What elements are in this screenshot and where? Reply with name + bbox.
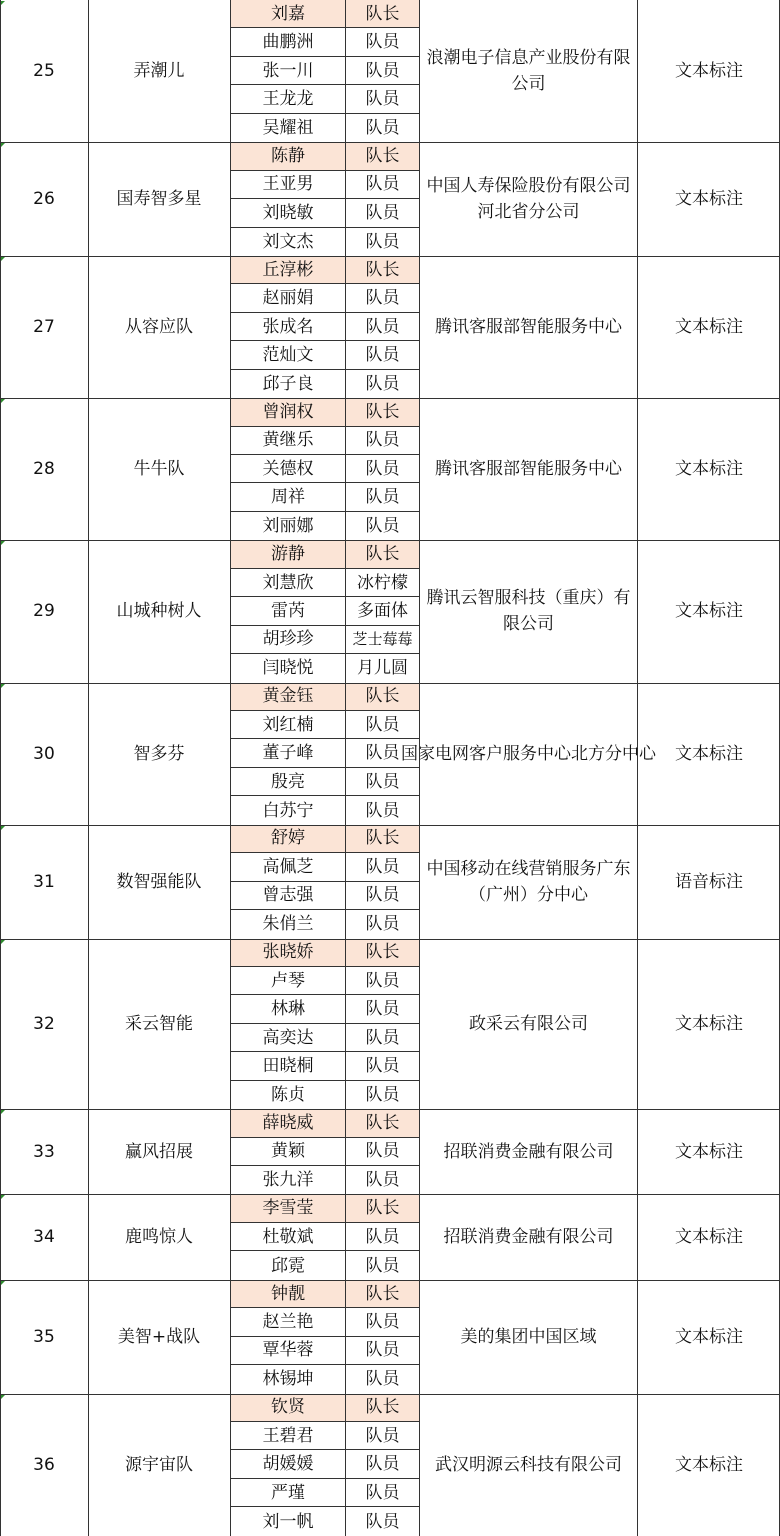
member-name: 曾润权: [230, 398, 346, 426]
member-role: 月儿圆: [346, 654, 420, 682]
member-role: 队员: [346, 1365, 420, 1393]
organization: 腾讯客服部智能服务中心: [420, 398, 638, 540]
team-number: 28: [33, 459, 55, 480]
member-role: 队员: [346, 739, 420, 767]
annotation-direction: 文本标注: [675, 61, 743, 82]
annotation-direction: 文本标注: [675, 1141, 743, 1162]
member-role: 队员: [346, 114, 420, 142]
member-role: 队员: [346, 1052, 420, 1080]
team-name: 国寿智多星: [116, 189, 202, 210]
member-role: 队员: [346, 1024, 420, 1052]
group-divider: [0, 1194, 780, 1195]
annotation-direction: 文本标注: [675, 189, 743, 210]
member-name: 关德权: [230, 455, 346, 483]
member-name: 白苏宁: [230, 796, 346, 824]
member-name: 王龙龙: [230, 85, 346, 113]
member-name: 林锡坤: [230, 1365, 346, 1393]
member-name: 刘嘉: [230, 0, 346, 28]
member-role: 队员: [346, 1308, 420, 1336]
member-name: 刘红楠: [230, 711, 346, 739]
member-role: 队员: [346, 768, 420, 796]
member-role: 队长: [346, 1194, 420, 1222]
organization: 腾讯云智服科技（重庆）有限公司: [420, 540, 638, 682]
member-role: 队员: [346, 199, 420, 227]
team-name: 采云智能: [125, 1013, 193, 1034]
member-name: 刘丽娜: [230, 512, 346, 540]
annotation-direction: 文本标注: [675, 601, 743, 622]
team-name: 牛牛队: [133, 459, 185, 480]
team-number: 36: [33, 1454, 55, 1475]
member-name: 钟靓: [230, 1280, 346, 1308]
organization: 腾讯客服部智能服务中心: [420, 256, 638, 398]
member-role: 队员: [346, 711, 420, 739]
member-role: 队员: [346, 512, 420, 540]
member-name: 卢琴: [230, 967, 346, 995]
member-role: 队长: [346, 398, 420, 426]
member-role: 队长: [346, 1109, 420, 1137]
member-name: 刘一帆: [230, 1507, 346, 1535]
member-name: 王亚男: [230, 171, 346, 199]
organization: 招联消费金融有限公司: [420, 1109, 638, 1194]
member-role: 队员: [346, 228, 420, 256]
member-name: 闫晓悦: [230, 654, 346, 682]
member-name: 高佩芝: [230, 853, 346, 881]
member-name: 林琳: [230, 995, 346, 1023]
member-name: 雷芮: [230, 597, 346, 625]
member-name: 赵丽娟: [230, 284, 346, 312]
member-name: 殷亮: [230, 768, 346, 796]
member-name: 张成名: [230, 313, 346, 341]
team-name: 源宇宙队: [125, 1454, 193, 1475]
team-name: 山城种树人: [116, 601, 202, 622]
annotation-direction: 文本标注: [675, 743, 743, 764]
member-name: 黄继乐: [230, 427, 346, 455]
annotation-direction: 文本标注: [675, 1326, 743, 1347]
member-name: 董子峰: [230, 739, 346, 767]
group-divider: [0, 1280, 780, 1281]
member-role: 队长: [346, 142, 420, 170]
member-name: 陈贞: [230, 1081, 346, 1109]
member-role-text: 芝士莓莓: [352, 629, 413, 648]
member-role: 队长: [346, 540, 420, 568]
member-role: 队长: [346, 825, 420, 853]
annotation-direction: 文本标注: [675, 1013, 743, 1034]
group-divider: [0, 939, 780, 940]
organization: 中国人寿保险股份有限公司河北省分公司: [420, 142, 638, 256]
team-name: 智多芬: [133, 743, 185, 764]
organization: 武汉明源云科技有限公司: [420, 1394, 638, 1536]
member-role: 队员: [346, 796, 420, 824]
group-divider: [0, 1109, 780, 1110]
member-name: 刘文杰: [230, 228, 346, 256]
team-number: 31: [33, 871, 55, 892]
member-name: 曾志强: [230, 882, 346, 910]
team-name: 从容应队: [125, 317, 193, 338]
member-name: 严瑾: [230, 1479, 346, 1507]
member-role: 队员: [346, 1081, 420, 1109]
group-divider: [0, 398, 780, 399]
member-role: 队员: [346, 85, 420, 113]
member-role: 队长: [346, 1394, 420, 1422]
team-number: 35: [33, 1326, 55, 1347]
member-name: 黄颖: [230, 1138, 346, 1166]
member-name: 范灿文: [230, 341, 346, 369]
organization: 国家电网客户服务中心北方分中心: [420, 683, 638, 825]
member-name: 胡珍珍: [230, 626, 346, 654]
member-name: 黄金钰: [230, 683, 346, 711]
member-role: 队员: [346, 1223, 420, 1251]
member-name: 薛晓威: [230, 1109, 346, 1137]
member-role: 队员: [346, 1337, 420, 1365]
team-number: 27: [33, 317, 55, 338]
member-name: 陈静: [230, 142, 346, 170]
group-divider: [0, 683, 780, 684]
member-name: 张一川: [230, 57, 346, 85]
member-name: 吴耀祖: [230, 114, 346, 142]
organization: 浪潮电子信息产业股份有限公司: [420, 0, 638, 142]
member-name: 李雪莹: [230, 1194, 346, 1222]
member-role: 队员: [346, 1507, 420, 1535]
organization: 美的集团中国区域: [420, 1280, 638, 1394]
group-divider: [0, 825, 780, 826]
annotation-direction: 语音标注: [675, 871, 743, 892]
member-role: 队员: [346, 1422, 420, 1450]
member-name: 胡媛媛: [230, 1450, 346, 1478]
member-name: 舒婷: [230, 825, 346, 853]
member-name: 朱俏兰: [230, 910, 346, 938]
member-role: 队员: [346, 1251, 420, 1279]
team-name: 数智强能队: [116, 871, 202, 892]
member-role: 队员: [346, 1166, 420, 1194]
annotation-direction: 文本标注: [675, 459, 743, 480]
organization: 政采云有限公司: [420, 939, 638, 1110]
member-name: 王碧君: [230, 1422, 346, 1450]
team-number: 26: [33, 189, 55, 210]
member-role: 队长: [346, 939, 420, 967]
member-role: 队员: [346, 57, 420, 85]
member-name: 刘慧欣: [230, 569, 346, 597]
member-name: 覃华蓉: [230, 1337, 346, 1365]
member-role: 队员: [346, 313, 420, 341]
member-role: 队员: [346, 455, 420, 483]
team-number: 29: [33, 601, 55, 622]
column-border: [88, 0, 89, 1536]
member-name: 曲鹏洲: [230, 28, 346, 56]
team-number: 32: [33, 1013, 55, 1034]
group-divider: [0, 256, 780, 257]
member-role: 队长: [346, 683, 420, 711]
member-role: 队员: [346, 483, 420, 511]
member-role: 队员: [346, 341, 420, 369]
member-role: 队员: [346, 882, 420, 910]
annotation-direction: 文本标注: [675, 1227, 743, 1248]
member-name: 高奕达: [230, 1024, 346, 1052]
team-name: 弄潮儿: [133, 61, 185, 82]
member-role: 冰柠檬: [346, 569, 420, 597]
member-role: 队员: [346, 1479, 420, 1507]
member-role: 队员: [346, 1450, 420, 1478]
member-name: 钦贤: [230, 1394, 346, 1422]
annotation-direction: 文本标注: [675, 317, 743, 338]
organization: 中国移动在线营销服务广东（广州）分中心: [420, 825, 638, 939]
member-name: 田晓桐: [230, 1052, 346, 1080]
member-role: 队员: [346, 910, 420, 938]
member-name: 邱子良: [230, 370, 346, 398]
member-role: 队员: [346, 284, 420, 312]
team-name: 鹿鸣惊人: [125, 1227, 193, 1248]
member-role: 队员: [346, 967, 420, 995]
team-number: 33: [33, 1141, 55, 1162]
annotation-direction: 文本标注: [675, 1454, 743, 1475]
member-name: 杜敬斌: [230, 1223, 346, 1251]
member-role: 队员: [346, 28, 420, 56]
team-name: 美智+战队: [117, 1326, 201, 1347]
member-role: 队员: [346, 1138, 420, 1166]
member-name: 邱霓: [230, 1251, 346, 1279]
member-role: 队员: [346, 427, 420, 455]
member-role: 队员: [346, 853, 420, 881]
team-number: 25: [33, 61, 55, 82]
member-role: 队员: [346, 995, 420, 1023]
column-border: [0, 0, 1, 1536]
team-number: 34: [33, 1227, 55, 1248]
member-role: 队员: [346, 370, 420, 398]
member-name: 张晓娇: [230, 939, 346, 967]
member-role: 多面体: [346, 597, 420, 625]
team-name: 赢风招展: [125, 1141, 193, 1162]
group-divider: [0, 540, 780, 541]
team-number: 30: [33, 743, 55, 764]
member-name: 张九洋: [230, 1166, 346, 1194]
member-role: [346, 626, 420, 654]
member-role: 队长: [346, 256, 420, 284]
member-name: 游静: [230, 540, 346, 568]
member-role: 队长: [346, 1280, 420, 1308]
member-name: 赵兰艳: [230, 1308, 346, 1336]
member-name: 丘淳彬: [230, 256, 346, 284]
group-divider: [0, 1394, 780, 1395]
group-divider: [0, 142, 780, 143]
member-name: 周祥: [230, 483, 346, 511]
member-role: 队长: [346, 0, 420, 28]
organization: 招联消费金融有限公司: [420, 1194, 638, 1279]
member-role: 队员: [346, 171, 420, 199]
member-name: 刘晓敏: [230, 199, 346, 227]
